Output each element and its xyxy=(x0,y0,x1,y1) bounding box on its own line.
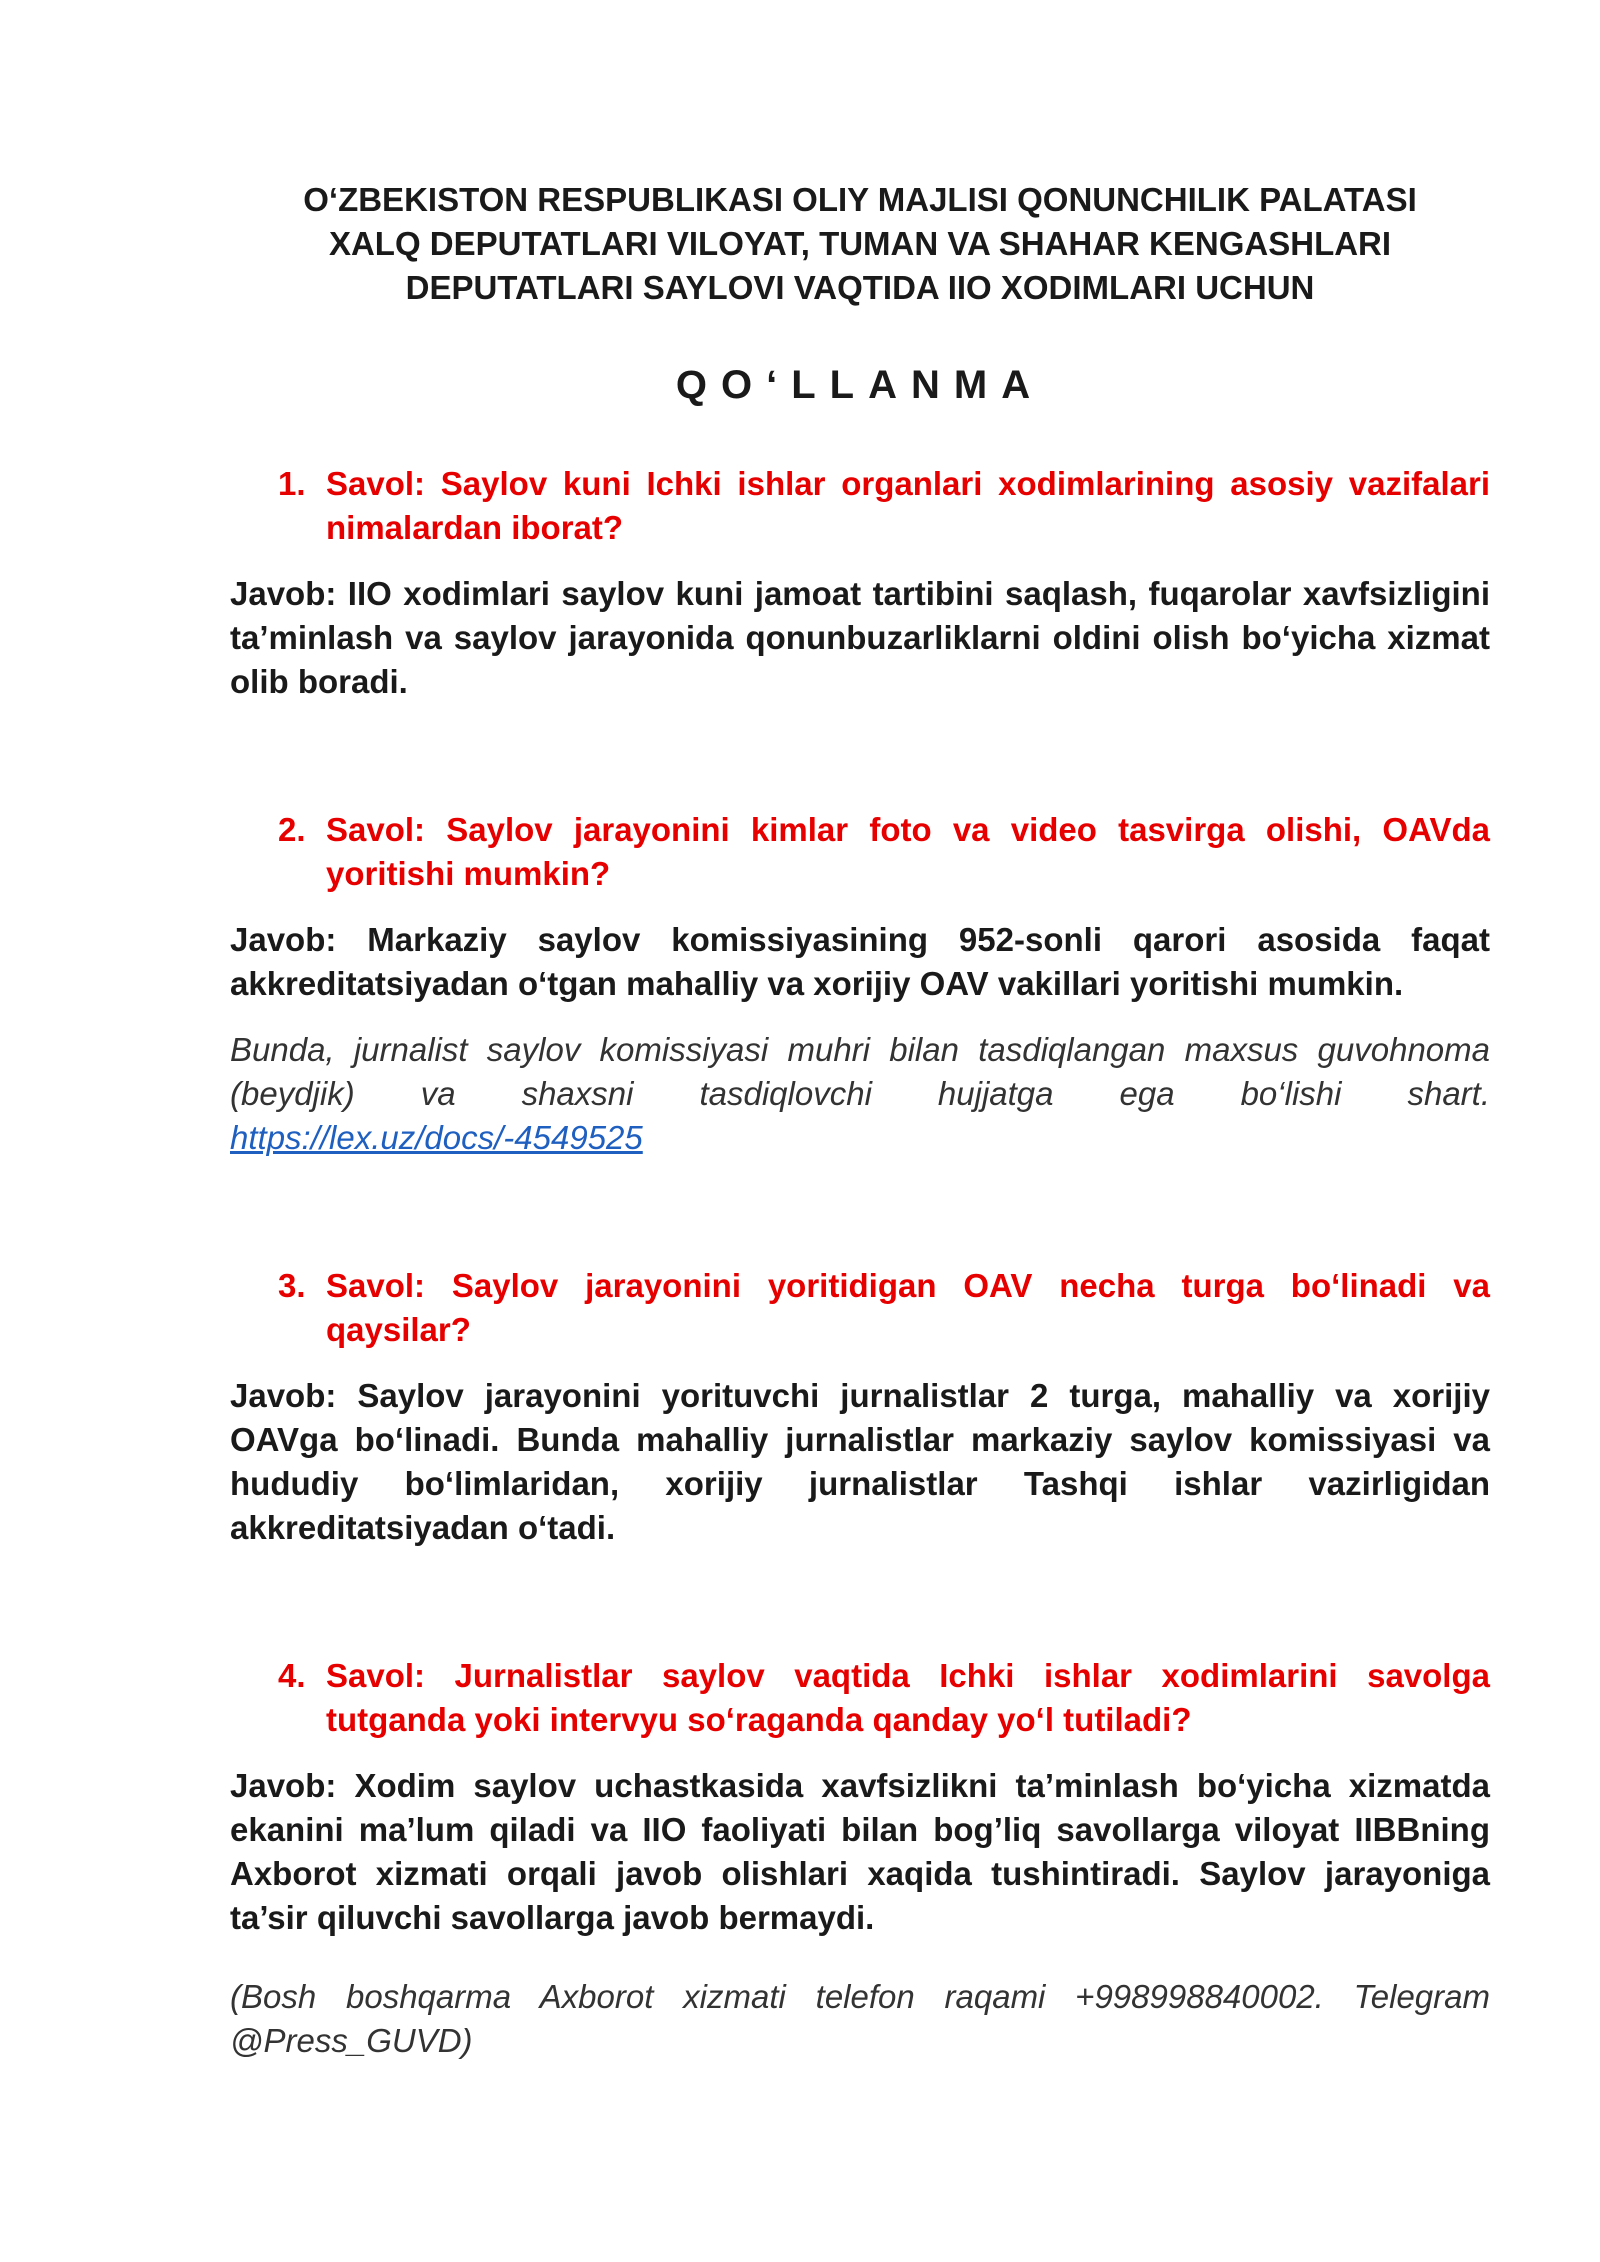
question-number: 1. xyxy=(278,465,306,502)
question-2 xyxy=(278,808,1490,896)
qa-item-1 xyxy=(230,462,1490,704)
document-heading-line-3: DEPUTATLARI SAYLOVI VAQTIDA IIO XODIMLARI UCHUN xyxy=(405,269,1315,306)
question-text: Savol: Saylov kuni Ichki ishlar organlari xodimlarining asosiy vazifalari nimalardan iborat? xyxy=(326,465,1490,546)
question-1 xyxy=(278,462,1490,550)
answer-1: Javob: IIO xodimlari saylov kuni jamoat tartibini saqlash, fuqarolar xavfsizligini ta’minlash va saylov jarayonida qonunbuzarliklarni oldini olish bo‘yicha xizmat olib boradi. xyxy=(230,575,1490,700)
qa-item-3 xyxy=(230,1264,1490,1550)
question-number: 3. xyxy=(278,1267,306,1304)
question-4 xyxy=(278,1654,1490,1742)
answer-4: Javob: Xodim saylov uchastkasida xavfsizlikni ta’minlash bo‘yicha xizmatda ekanini ma’lum qiladi va IIO faoliyati bilan bog’liq savollarga viloyat IIBBning Axborot xizmati orqali javob olishlari xaqida tushintiradi. Saylov jarayoniga ta’sir qiluvchi savollarga javob bermaydi. xyxy=(230,1767,1490,1936)
question-number: 4. xyxy=(278,1657,306,1694)
document-subtitle: QO‘LLANMA xyxy=(675,363,1045,407)
document-heading-line-1: O‘ZBEKISTON RESPUBLIKASI OLIY MAJLISI QONUNCHILIK PALATASI xyxy=(303,181,1417,218)
document-heading-line-2: XALQ DEPUTATLARI VILOYAT, TUMAN VA SHAHAR KENGASHLARI xyxy=(328,225,1392,262)
answer-2: Javob: Markaziy saylov komissiyasining 952-sonli qarori asosida faqat akkreditatsiyadan o‘tgan mahalliy va xorijiy OAV vakillari yoritishi mumkin. xyxy=(230,921,1490,1002)
lex-uz-link[interactable]: https://lex.uz/docs/-4549525 xyxy=(230,1119,643,1156)
document-page xyxy=(230,178,1490,2059)
contact-footer: (Bosh boshqarma Axborot xizmati telefon raqami +998998840002. Telegram @Press_GUVD) xyxy=(230,1978,1490,2059)
question-3 xyxy=(278,1264,1490,1352)
answer-3: Javob: Saylov jarayonini yorituvchi jurnalistlar 2 turga, mahalliy va xorijiy OAVga bo‘linadi. Bunda mahalliy jurnalistlar markaziy saylov komissiyasi va hududiy bo‘limlaridan, xorijiy jurnalistlar Tashqi ishlar vazirligidan akkreditatsiyadan o‘tadi. xyxy=(230,1377,1490,1546)
question-number: 2. xyxy=(278,811,306,848)
qa-item-4 xyxy=(230,1654,1490,1940)
qa-item-2 xyxy=(230,808,1490,1160)
answer-2-note xyxy=(230,1028,1490,1160)
question-text: Savol: Saylov jarayonini kimlar foto va video tasvirga olishi, OAVda yoritishi mumkin? xyxy=(326,811,1490,892)
question-text: Savol: Jurnalistlar saylov vaqtida Ichki ishlar xodimlarini savolga tutganda yoki intervyu so‘raganda qanday yo‘l tutiladi? xyxy=(326,1657,1490,1738)
note-text: Bunda, jurnalist saylov komissiyasi muhri bilan tasdiqlangan maxsus guvohnoma (beydjik) va shaxsni tasdiqlovchi hujjatga ega bo‘lishi shart. xyxy=(230,1031,1490,1112)
question-text: Savol: Saylov jarayonini yoritidigan OAV necha turga bo‘linadi va qaysilar? xyxy=(326,1267,1490,1348)
